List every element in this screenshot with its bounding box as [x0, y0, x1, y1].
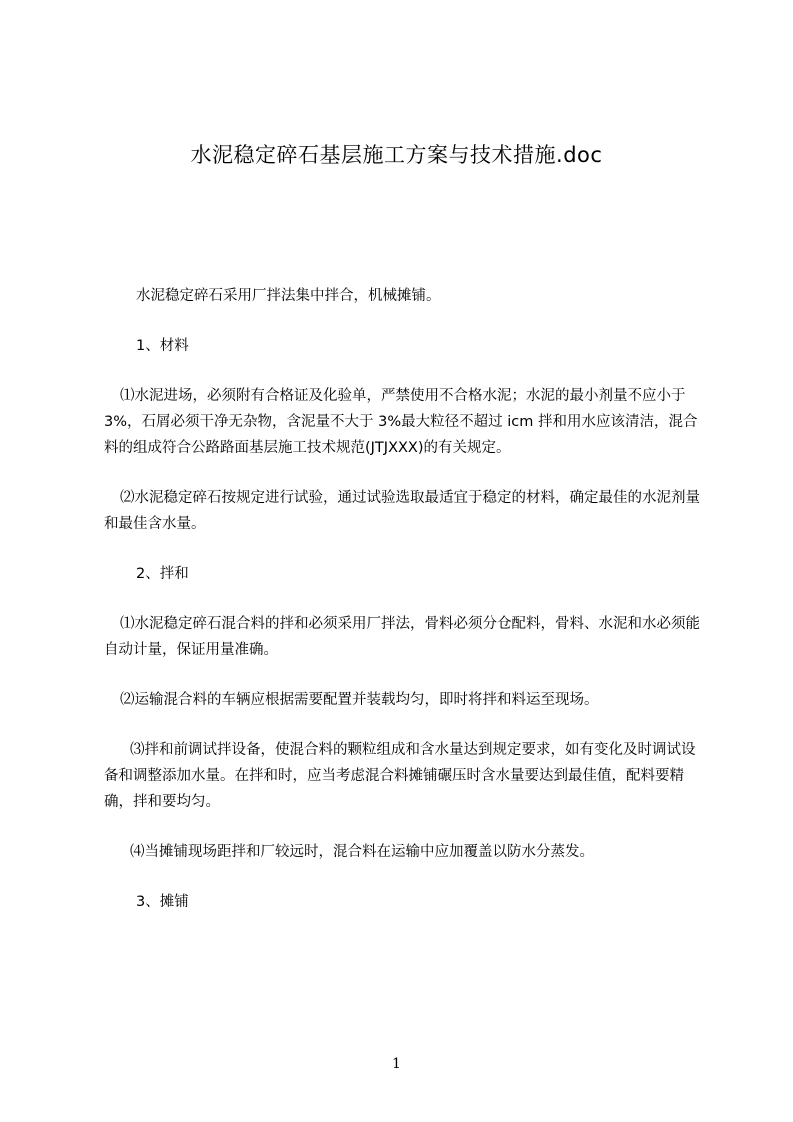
mixing-item-1: ⑴水泥稳定碎石混合料的拌和必须采用厂拌法，骨料必须分仓配料，骨料、水泥和水必须能自动计量，保证用量准确。: [104, 616, 700, 658]
section-heading-paving: 3、摊铺: [136, 894, 189, 910]
mixing-item-4: ⑷当摊铺现场距拌和厂较远时，混合料在运输中应加覆盖以防水分蒸发。: [130, 844, 594, 860]
section-heading-materials: 1、材料: [136, 338, 189, 354]
document-title: 水泥稳定碎石基层施工方案与技术措施.doc: [190, 143, 603, 167]
mixing-item-2: ⑵运输混合料的车辆应根据需要配置并装载均匀，即时将拌和料运至现场。: [120, 692, 599, 708]
section-heading-mixing: 2、拌和: [136, 566, 189, 582]
intro-paragraph: 水泥稳定碎石采用厂拌法集中拌合，机械摊铺。: [136, 288, 441, 304]
materials-item-2: ⑵水泥稳定碎石按规定进行试验，通过试验选取最适宜于稳定的材料，确定最佳的水泥剂量和最佳含水量。: [104, 490, 700, 532]
mixing-item-3: ⑶拌和前调试拌设备，使混合料的颗粒组成和含水量达到规定要求，如有变化及时调试设备和调整添加水量。在拌和时，应当考虑混合料摊铺碾压时含水量要达到最佳值，配料要精确，拌和要均匀。: [104, 742, 696, 810]
materials-item-1: ⑴水泥进场，必须附有合格证及化验单，严禁使用不合格水泥；水泥的最小剂量不应小于 3%，石屑必须干净无杂物，含泥量不大于 3%最大粒径不超过 icm 拌和用水应该清洁，混合料的组成符合公路路面基层施工技术规范(JTJXXX)的有关规定。: [104, 388, 698, 456]
page-number: 1: [392, 1056, 401, 1072]
document-body: [104, 283, 708, 939]
